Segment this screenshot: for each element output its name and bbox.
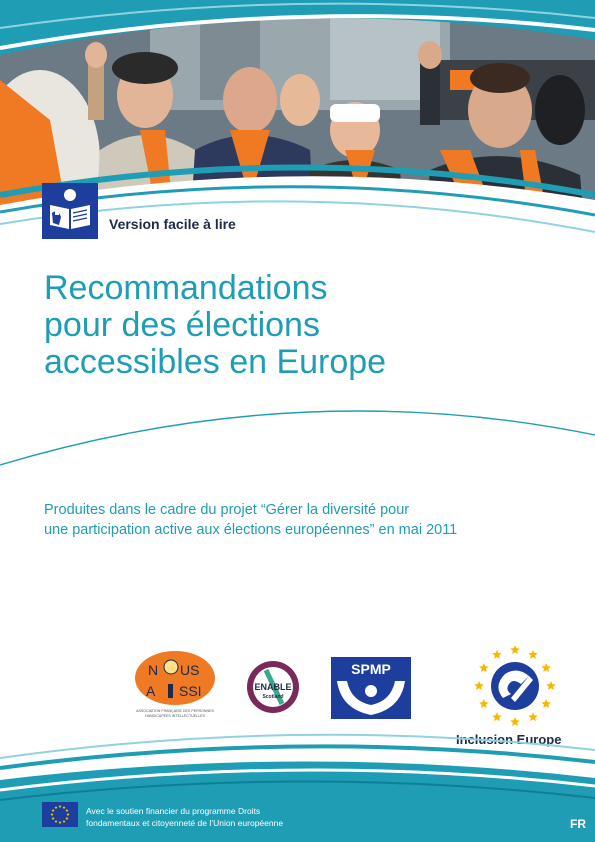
star-icon bbox=[510, 646, 520, 654]
svg-text:A: A bbox=[146, 683, 156, 699]
star-icon bbox=[492, 712, 502, 721]
star-icon bbox=[510, 717, 520, 726]
svg-text:N: N bbox=[148, 662, 159, 678]
eu-funding-notice bbox=[86, 805, 386, 829]
svg-text:HANDICAPÉES INTELLECTUELLES: HANDICAPÉES INTELLECTUELLES bbox=[145, 714, 205, 718]
svg-text:US: US bbox=[180, 662, 200, 678]
subtitle bbox=[44, 500, 564, 540]
eu-funding-line-2: fondamentaux et citoyenneté de l’Union européenne bbox=[86, 818, 284, 828]
star-icon bbox=[528, 650, 538, 659]
star-icon bbox=[474, 681, 484, 690]
inclusion-europe-logo bbox=[463, 646, 567, 726]
star-icon bbox=[492, 650, 502, 659]
star-icon bbox=[479, 699, 489, 708]
svg-text:SSI: SSI bbox=[179, 683, 202, 699]
easy-read-label: Version facile à lire bbox=[109, 216, 236, 232]
subtitle-line-2: une participation active aux élections européennes” en mai 2011 bbox=[44, 522, 458, 538]
star-icon bbox=[528, 712, 538, 721]
star-icon bbox=[541, 699, 551, 708]
star-icon bbox=[541, 663, 551, 672]
title-line-1: Recommandations bbox=[44, 269, 328, 307]
star-icon bbox=[546, 681, 556, 690]
star-icon bbox=[479, 663, 489, 672]
eu-flag-icon bbox=[42, 802, 78, 827]
title-line-2: pour des élections bbox=[44, 306, 320, 344]
inclusion-europe-label: Inclusion Europe bbox=[456, 732, 562, 747]
title-line-3: accessibles en Europe bbox=[44, 343, 387, 381]
language-code: FR bbox=[570, 817, 586, 831]
spmp-logo bbox=[331, 657, 411, 719]
svg-text:ASSOCIATION FRANÇAISE DES PERS: ASSOCIATION FRANÇAISE DES PERSONNES bbox=[136, 709, 214, 713]
enable-scotland-logo bbox=[246, 660, 300, 714]
middle-wave-divider bbox=[0, 395, 595, 475]
easy-read-icon bbox=[42, 183, 98, 239]
page-title bbox=[44, 270, 564, 381]
svg-text:ENABLE: ENABLE bbox=[254, 682, 292, 692]
subtitle-line-1: Produites dans le cadre du projet “Gérer la diversité pour bbox=[44, 502, 410, 518]
svg-text:SPMP: SPMP bbox=[351, 661, 391, 677]
nous-aussi-logo bbox=[130, 650, 220, 722]
svg-text:Scotland: Scotland bbox=[262, 694, 284, 700]
eu-funding-line-1: Avec le soutien financier du programme Droits bbox=[86, 806, 261, 816]
